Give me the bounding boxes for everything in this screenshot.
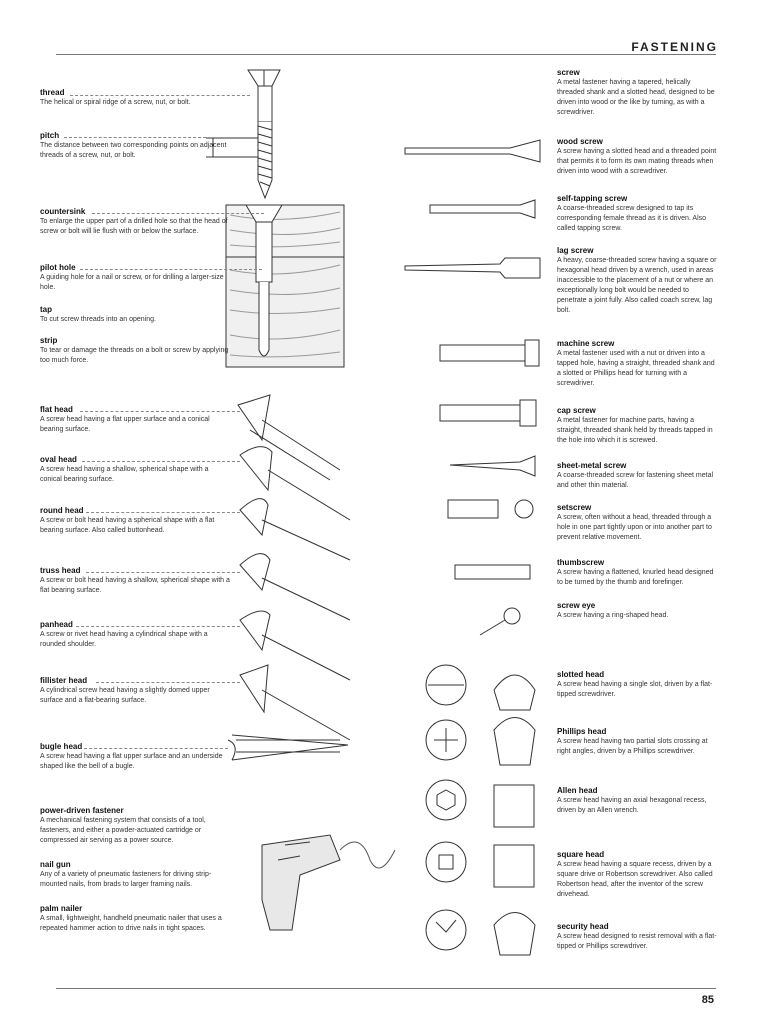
entry-allen-head xyxy=(557,786,717,816)
entry-definition: A coarse-threaded screw designed to tap its corresponding female thread as it is driven. Also called tapping screw. xyxy=(557,205,707,232)
entry-panhead xyxy=(40,620,230,650)
entry-term: Phillips head xyxy=(557,727,607,736)
countersink-wood-illustration xyxy=(226,205,344,367)
entry-term: screw xyxy=(557,68,580,77)
entry-definition: A screw or bolt head having a shallow, spherical shape with a flat bearing surface. xyxy=(40,577,230,594)
entry-definition: A screw having a ring-shaped head. xyxy=(557,612,669,619)
entry-machine-screw xyxy=(557,339,717,389)
entry-definition: A screw or rivet head having a cylindrical shape with a rounded shoulder. xyxy=(40,631,208,648)
entry-definition: A metal fastener having a tapered, helically threaded shank and a slotted head, designed to be driven into wood or the like by turning, as with a screwdriver. xyxy=(557,79,715,116)
entry-term: fillister head xyxy=(40,676,88,685)
entry-definition: To tear or damage the threads on a bolt or screw by applying too much force. xyxy=(40,347,229,364)
entry-definition: A screw head having a shallow, spherical shape with a conical bearing surface. xyxy=(40,466,209,483)
entry-term: truss head xyxy=(40,566,81,575)
entry-security-head xyxy=(557,922,717,952)
leader-line xyxy=(96,682,240,683)
entry-definition: A screw head having a flat upper surface and an underside shaped like the bell of a bugle. xyxy=(40,753,223,770)
leader-line xyxy=(92,213,264,214)
entry-definition: A screw head having a square recess, driven by a square drive or Robertson screwdriver. Also called Robertson head, after the inventor of the screw drivehead. xyxy=(557,861,713,898)
entry-definition: A screw head designed to resist removal with a flat-tipped or Phillips screwdriver. xyxy=(557,933,717,950)
entry-definition: A mechanical fastening system that consists of a tool, fasteners, and either a powder-actuated cartridge or compressed air serving as a power source. xyxy=(40,817,206,844)
entry-term: cap screw xyxy=(557,406,596,415)
entry-phillips-head xyxy=(557,727,717,757)
entry-term: tap xyxy=(40,305,52,314)
entry-thumbscrew xyxy=(557,558,717,588)
entry-bugle-head xyxy=(40,742,230,772)
entry-definition: Any of a variety of pneumatic fasteners for driving strip-mounted nails, from brads to larger framing nails. xyxy=(40,871,212,888)
entry-definition: A screw having a flattened, knurled head designed to be turned by the thumb and forefinger. xyxy=(557,569,714,586)
entry-term: countersink xyxy=(40,207,86,216)
entry-term: square head xyxy=(557,850,605,859)
leader-line xyxy=(86,512,240,513)
entry-term: setscrew xyxy=(557,503,592,512)
entry-definition: A heavy, coarse-threaded screw having a square or hexagonal head driven by a wrench, used in areas inaccessible to the placement of a nut or where an exceptionally long bolt would be needed to penetrate a joint fully. Also called coach screw, lag bolt. xyxy=(557,257,717,314)
entry-setscrew xyxy=(557,503,717,543)
entry-lag-screw xyxy=(557,246,717,316)
entry-definition: A screw having a slotted head and a threaded point that permits it to form its own mating threads when driven into wood with a screwdriver. xyxy=(557,148,717,175)
entry-countersink xyxy=(40,207,230,237)
entry-nail-gun xyxy=(40,860,230,890)
entry-term: round head xyxy=(40,506,84,515)
entry-term: bugle head xyxy=(40,742,83,751)
entry-round-head xyxy=(40,506,230,536)
entry-screw xyxy=(557,68,717,118)
entry-definition: A coarse-threaded screw for fastening sheet metal and other thin material. xyxy=(557,472,714,489)
entry-definition: The distance between two corresponding points on adjacent threads of a screw, nut, or bolt. xyxy=(40,142,227,159)
entry-definition: A guiding hole for a nail or screw, or for drilling a larger-size hole. xyxy=(40,274,224,291)
entry-oval-head xyxy=(40,455,230,485)
entry-tap xyxy=(40,305,230,325)
entry-definition: A screw head having a single slot, driven by a flat-tipped screwdriver. xyxy=(557,681,713,698)
entry-term: nail gun xyxy=(40,860,71,869)
entry-self-tapping-screw xyxy=(557,194,717,234)
entry-term: self-tapping screw xyxy=(557,194,628,203)
entry-term: screw eye xyxy=(557,601,596,610)
entry-term: strip xyxy=(40,336,58,345)
leader-line xyxy=(82,461,240,462)
entry-palm-nailer xyxy=(40,904,230,934)
entry-term: thumbscrew xyxy=(557,558,605,567)
entry-square-head xyxy=(557,850,717,900)
leader-line xyxy=(80,269,262,270)
footer-rule xyxy=(56,988,716,989)
entry-term: lag screw xyxy=(557,246,594,255)
entry-definition: To enlarge the upper part of a drilled hole so that the head of screw or bolt will lie flush with or below the surface. xyxy=(40,218,228,235)
entry-term: panhead xyxy=(40,620,73,629)
entry-term: palm nailer xyxy=(40,904,83,913)
entry-definition: The helical or spiral ridge of a screw, nut, or bolt. xyxy=(40,99,191,106)
entry-definition: A screw head having an axial hexagonal recess, driven by an Allen wrench. xyxy=(557,797,707,814)
entry-definition: A metal fastener used with a nut or driven into a tapped hole, having a straight, threaded shank and a slotted or Phillips head for turning with a screwdriver. xyxy=(557,350,715,387)
entry-term: slotted head xyxy=(557,670,605,679)
entry-term: machine screw xyxy=(557,339,615,348)
entry-term: sheet-metal screw xyxy=(557,461,627,470)
entry-power-driven-fastener xyxy=(40,806,230,846)
leader-line xyxy=(80,411,240,412)
section-title: FASTENING xyxy=(631,40,718,54)
entry-term: pitch xyxy=(40,131,60,140)
recess-head-illustrations xyxy=(426,665,535,955)
leader-line xyxy=(86,572,240,573)
entry-screw-eye xyxy=(557,601,717,621)
entry-thread xyxy=(40,88,230,108)
entry-term: flat head xyxy=(40,405,73,414)
entry-definition: To cut screw threads into an opening. xyxy=(40,316,156,323)
entry-strip xyxy=(40,336,230,366)
leader-line xyxy=(64,137,206,138)
entry-definition: A metal fastener for machine parts, having a straight, threaded shank held by threads tapped in the hole into which it is screwed. xyxy=(557,417,713,444)
entry-definition: A screw head having two partial slots crossing at right angles, driven by a Phillips screwdriver. xyxy=(557,738,708,755)
entry-term: oval head xyxy=(40,455,77,464)
entry-term: wood screw xyxy=(557,137,603,146)
leader-line xyxy=(84,748,228,749)
entry-term: Allen head xyxy=(557,786,598,795)
page-number: 85 xyxy=(701,994,714,1006)
entry-slotted-head xyxy=(557,670,717,700)
nail-gun-illustration xyxy=(262,835,395,930)
entry-term: pilot hole xyxy=(40,263,76,272)
entry-cap-screw xyxy=(557,406,717,446)
entry-term: power-driven fastener xyxy=(40,806,124,815)
entry-flat-head xyxy=(40,405,230,435)
entry-definition: A cylindrical screw head having a slightly domed upper surface and a flat-bearing surface. xyxy=(40,687,210,704)
entry-term: thread xyxy=(40,88,65,97)
leader-line xyxy=(70,95,250,96)
entry-wood-screw xyxy=(557,137,717,177)
entry-definition: A screw, often without a head, threaded through a hole in one part tightly upon or into another part to prevent relative movement. xyxy=(557,514,712,541)
screw-head-types-illustration xyxy=(228,395,350,760)
entry-definition: A screw or bolt head having a spherical shape with a flat bearing surface. Also called buttonhead. xyxy=(40,517,215,534)
entry-term: security head xyxy=(557,922,609,931)
entry-truss-head xyxy=(40,566,230,596)
leader-line xyxy=(76,626,240,627)
entry-sheet-metal-screw xyxy=(557,461,717,491)
entry-fillister-head xyxy=(40,676,230,706)
entry-definition: A screw head having a flat upper surface and a conical bearing surface. xyxy=(40,416,210,433)
entry-definition: A small, lightweight, handheld pneumatic nailer that uses a repeated hammer action to drive nails in tight spaces. xyxy=(40,915,222,932)
screw-type-illustrations xyxy=(405,140,540,635)
entry-pilot-hole xyxy=(40,263,230,293)
entry-pitch xyxy=(40,131,230,161)
